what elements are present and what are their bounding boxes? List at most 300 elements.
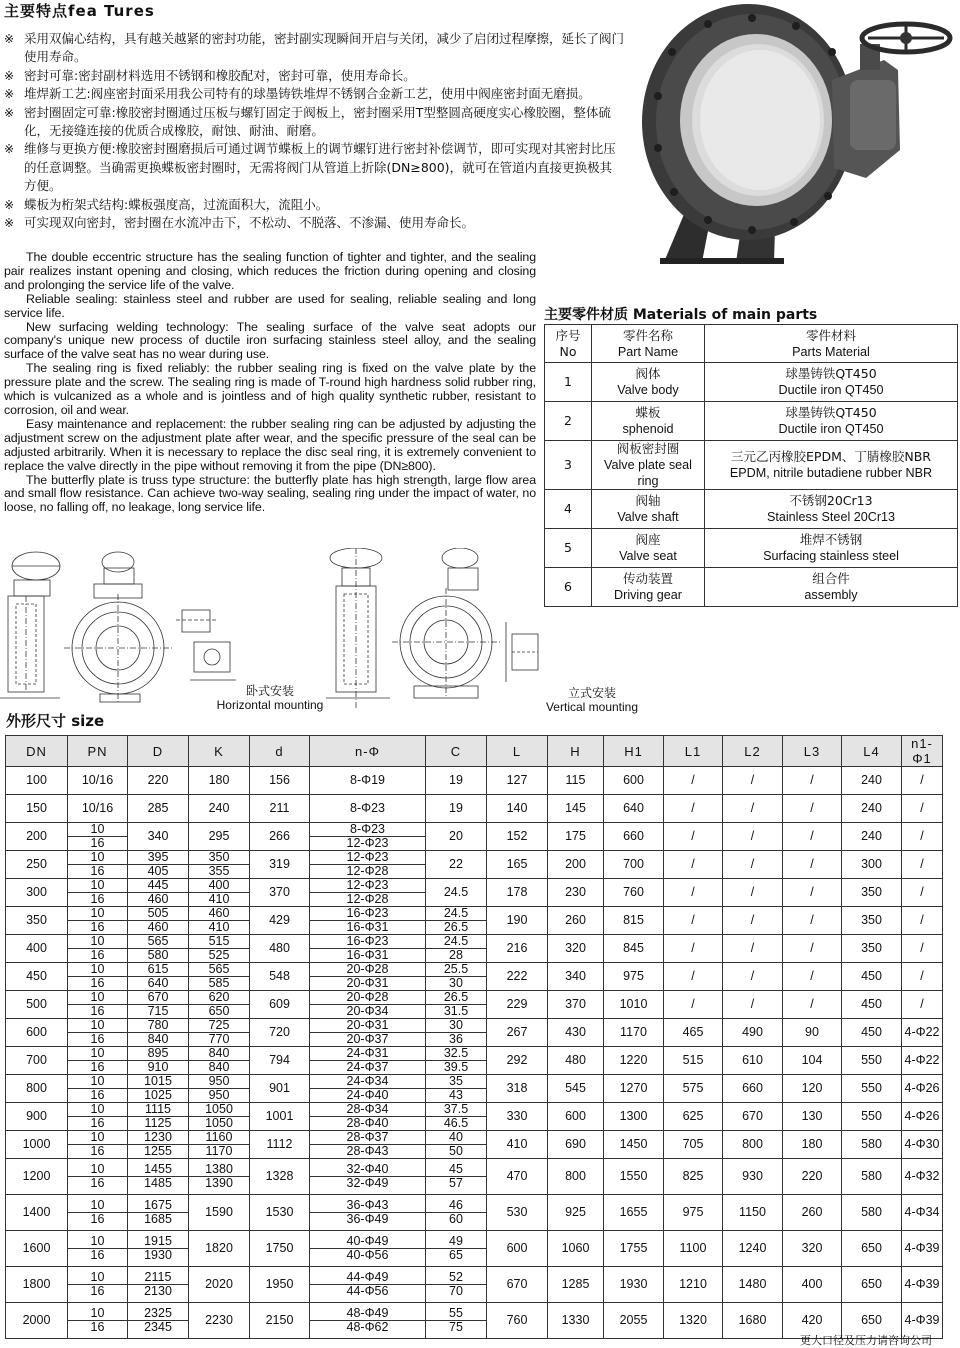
material-spec-cn: 球墨铸铁QT450	[785, 405, 877, 420]
size-subvalue: 55	[449, 1306, 463, 1320]
size-cell-d: 1112	[250, 1131, 310, 1159]
feature-cn-text: 堆焊新工艺:阀座密封面采用我公司特有的球墨铸铁堆焊不锈钢合金新工艺，使用中阀座密封面无磨损。	[24, 86, 591, 102]
size-cell-l1: 975	[664, 1195, 723, 1231]
size-cell-c	[426, 879, 487, 907]
material-spec	[705, 363, 958, 402]
size-cell-l3: 420	[783, 1303, 842, 1339]
material-spec	[705, 529, 958, 568]
feature-en-paragraph: Easy maintenance and replacement: the rubber sealing ring can be adjusted by adjusting the adjustment screw on the adjustment plate after wear, and the specific pressure of the seal can be adjusted arbitrarily. When it is necessary to replace the disc seal ring, it is extremely convenient to replace the valve directly in the pipe without removing it from the pipe (DN≥800).	[4, 416, 536, 473]
size-cell-d	[128, 1019, 189, 1047]
size-subvalue: 505	[147, 906, 169, 920]
size-subvalue: 40-Φ49	[346, 1234, 389, 1248]
size-cell-n1: 4-Φ26	[902, 1103, 943, 1131]
size-cell-d: 794	[250, 1047, 310, 1075]
size-cell-c	[426, 1075, 487, 1103]
size-subvalue: 1255	[128, 1144, 188, 1158]
size-subvalue: 350	[208, 850, 230, 864]
material-no: 5	[545, 529, 592, 568]
size-cell-l2: /	[723, 851, 783, 879]
size-subvalue: 28-Φ37	[346, 1130, 389, 1144]
size-cell-l1: /	[664, 823, 723, 851]
size-cell-n1: /	[902, 907, 943, 935]
size-cell-l4: 240	[842, 767, 902, 795]
size-cell-h: 115	[548, 767, 604, 795]
size-subvalue: 32-Φ49	[310, 1176, 425, 1190]
size-cell-l3: 180	[783, 1131, 842, 1159]
vertical-front-view	[392, 548, 500, 698]
size-cell-l4: 580	[842, 1195, 902, 1231]
vertical-detail	[506, 622, 538, 682]
size-subvalue: 26.5	[426, 920, 486, 934]
size-cell-l2: /	[723, 879, 783, 907]
header-part-en: Part Name	[617, 344, 679, 359]
size-cell-l4: 240	[842, 795, 902, 823]
size-row	[6, 991, 943, 1019]
feature-cn-item	[4, 30, 624, 67]
size-subvalue: 10	[90, 1130, 105, 1144]
size-cell-l3: /	[783, 991, 842, 1019]
size-subvalue: 20-Φ31	[346, 1018, 389, 1032]
size-subvalue: 840	[128, 1032, 188, 1046]
size-row	[6, 851, 943, 879]
size-cell-l4: 350	[842, 879, 902, 907]
size-subvalue: 31.5	[426, 1004, 486, 1018]
size-cell-k	[189, 1019, 250, 1047]
size-col-header: L4	[842, 736, 902, 767]
size-cell-n1: 4-Φ22	[902, 1019, 943, 1047]
size-subvalue: 615	[147, 962, 169, 976]
material-part-cn: 蝶板	[635, 405, 661, 420]
header-mat-en: Parts Material	[792, 344, 870, 359]
size-cell-h: 430	[548, 1019, 604, 1047]
features-en-text	[4, 251, 536, 515]
size-cell-h1: 1755	[604, 1231, 664, 1267]
size-cell-l: 190	[487, 907, 548, 935]
size-cell-dn: 250	[6, 851, 68, 879]
size-cell-dn: 2000	[6, 1303, 68, 1339]
horizontal-mounting-label	[200, 684, 340, 712]
size-subvalue: 1050	[189, 1116, 249, 1130]
size-subvalue: 445	[147, 878, 169, 892]
size-cell-h: 230	[548, 879, 604, 907]
size-cell-c	[426, 963, 487, 991]
size-subvalue: 43	[426, 1088, 486, 1102]
header-part-cn: 零件名称	[622, 327, 673, 343]
features-title: 主要特点fea Tures	[4, 2, 155, 20]
size-cell-l: 178	[487, 879, 548, 907]
size-subvalue: 16-Φ23	[346, 934, 389, 948]
size-cell-dn: 1600	[6, 1231, 68, 1267]
size-cell-h1: 1450	[604, 1131, 664, 1159]
size-cell-k	[189, 907, 250, 935]
size-cell-l4: 550	[842, 1103, 902, 1131]
material-no: 3	[545, 441, 592, 490]
feature-cn-item	[4, 196, 624, 214]
size-subvalue: 16	[68, 892, 127, 906]
size-subvalue: 840	[189, 1060, 249, 1074]
material-spec-en: EPDM, nitrile butadiene rubber NBR	[729, 466, 933, 480]
size-subvalue: 36	[426, 1032, 486, 1046]
size-subvalue: 12-Φ28	[310, 864, 425, 878]
size-subvalue: 1015	[144, 1074, 172, 1088]
size-subvalue: 2020	[205, 1277, 233, 1291]
size-cell-c	[426, 1231, 487, 1267]
size-cell-h: 340	[548, 963, 604, 991]
size-footnote: 更大口径及压力请咨询公司	[800, 1334, 932, 1347]
size-cell-n	[310, 1231, 426, 1267]
size-subvalue: 24.5	[443, 885, 469, 899]
size-cell-d	[128, 935, 189, 963]
size-cell-dn: 700	[6, 1047, 68, 1075]
size-col-header: L3	[783, 736, 842, 767]
size-cell-l4: 350	[842, 935, 902, 963]
size-subvalue: 1160	[205, 1130, 233, 1144]
size-cell-c	[426, 1047, 487, 1075]
size-cell-h1: 1170	[604, 1019, 664, 1047]
size-cell-d	[128, 879, 189, 907]
size-subvalue: 400	[208, 878, 230, 892]
size-subvalue: 715	[128, 1004, 188, 1018]
feature-cn-item	[4, 104, 624, 141]
size-cell-l1: /	[664, 795, 723, 823]
size-subvalue: 44-Φ56	[310, 1284, 425, 1298]
size-subvalue: 10	[90, 878, 105, 892]
materials-header-material	[705, 325, 958, 363]
size-cell-d	[128, 1267, 189, 1303]
size-subvalue: 8-Φ23	[350, 801, 385, 815]
header-no-cn: 序号	[555, 327, 581, 343]
materials-row	[545, 441, 958, 490]
size-row	[6, 1267, 943, 1303]
size-cell-c	[426, 935, 487, 963]
size-cell-l3: 220	[783, 1159, 842, 1195]
size-row	[6, 879, 943, 907]
size-subvalue: 725	[208, 1018, 230, 1032]
size-cell-k	[189, 935, 250, 963]
size-cell-k	[189, 1231, 250, 1267]
size-cell-h: 175	[548, 823, 604, 851]
size-cell-l1: /	[664, 963, 723, 991]
size-cell-l1: 465	[664, 1019, 723, 1047]
material-part-cn: 传动装置	[622, 571, 673, 586]
size-subvalue: 40-Φ56	[310, 1248, 425, 1262]
size-cell-pn	[68, 795, 128, 823]
horizontal-mounting-en: Horizontal mounting	[216, 698, 324, 712]
size-subvalue: 580	[128, 948, 188, 962]
size-cell-pn	[68, 991, 128, 1019]
size-cell-d: 1950	[250, 1267, 310, 1303]
size-cell-n	[310, 851, 426, 879]
size-cell-n	[310, 795, 426, 823]
size-cell-l3: /	[783, 851, 842, 879]
size-subvalue: 460	[128, 920, 188, 934]
size-cell-l4: 450	[842, 963, 902, 991]
size-cell-l3: /	[783, 767, 842, 795]
size-cell-l1: /	[664, 991, 723, 1019]
size-subvalue: 1820	[205, 1241, 233, 1255]
size-col-header: D	[128, 736, 189, 767]
size-subvalue: 840	[208, 1046, 230, 1060]
size-cell-pn	[68, 851, 128, 879]
size-cell-l2: /	[723, 795, 783, 823]
size-cell-h1: 1300	[604, 1103, 664, 1131]
material-spec-cn: 球墨铸铁QT450	[785, 366, 877, 381]
size-subvalue: 44-Φ49	[346, 1270, 389, 1284]
size-cell-n	[310, 963, 426, 991]
material-spec	[705, 441, 958, 490]
size-cell-l2: /	[723, 823, 783, 851]
size-cell-l3: 104	[783, 1047, 842, 1075]
size-row	[6, 1103, 943, 1131]
feature-cn-text: 密封可靠:密封副材料选用不锈钢和橡胶配对，密封可靠，使用寿命长。	[24, 67, 416, 83]
size-cell-k	[189, 851, 250, 879]
size-subvalue: 20-Φ37	[310, 1032, 425, 1046]
size-subvalue: 19	[449, 773, 463, 787]
size-row	[6, 1231, 943, 1267]
size-cell-n1: 4-Φ32	[902, 1159, 943, 1195]
size-subvalue: 395	[147, 850, 169, 864]
size-subvalue: 32-Φ40	[346, 1162, 389, 1176]
size-cell-l3: 120	[783, 1075, 842, 1103]
size-cell-l: 152	[487, 823, 548, 851]
size-cell-k	[189, 1267, 250, 1303]
size-subvalue: 16	[68, 1116, 127, 1130]
features-cn-list	[4, 30, 624, 232]
materials-table	[544, 324, 958, 607]
size-subvalue: 295	[208, 829, 230, 843]
materials-row	[545, 363, 958, 402]
material-spec-cn: 堆焊不锈钢	[799, 532, 863, 547]
size-subvalue: 16	[68, 1176, 127, 1190]
size-cell-l1: 625	[664, 1103, 723, 1131]
material-part	[592, 402, 705, 441]
size-cell-pn	[68, 1159, 128, 1195]
size-subvalue: 10	[90, 822, 105, 836]
size-cell-d	[128, 963, 189, 991]
size-cell-dn: 1400	[6, 1195, 68, 1231]
size-cell-dn: 500	[6, 991, 68, 1019]
material-no: 4	[545, 490, 592, 529]
size-subvalue: 515	[208, 934, 230, 948]
size-subvalue: 70	[426, 1284, 486, 1298]
size-cell-l: 530	[487, 1195, 548, 1231]
size-subvalue: 460	[208, 906, 230, 920]
size-cell-n	[310, 991, 426, 1019]
size-cell-d: 370	[250, 879, 310, 907]
size-cell-d: 2150	[250, 1303, 310, 1339]
size-subvalue: 16	[68, 864, 127, 878]
size-cell-l1: /	[664, 879, 723, 907]
size-cell-n	[310, 907, 426, 935]
size-subvalue: 585	[189, 976, 249, 990]
material-no: 2	[545, 402, 592, 441]
size-cell-dn: 400	[6, 935, 68, 963]
size-cell-pn	[68, 823, 128, 851]
size-cell-d: 1750	[250, 1231, 310, 1267]
size-cell-d: 156	[250, 767, 310, 795]
size-subvalue: 10	[90, 1198, 105, 1212]
material-spec-en: Ductile iron QT450	[778, 422, 884, 436]
vertical-mounting-en: Vertical mounting	[545, 700, 639, 714]
size-cell-h: 545	[548, 1075, 604, 1103]
size-cell-l3: 90	[783, 1019, 842, 1047]
materials-row	[545, 568, 958, 607]
size-cell-h1: 1010	[604, 991, 664, 1019]
size-col-header: L	[487, 736, 548, 767]
size-row	[6, 767, 943, 795]
size-cell-n1: 4-Φ34	[902, 1195, 943, 1231]
size-cell-l1: /	[664, 851, 723, 879]
size-subvalue: 340	[147, 829, 169, 843]
size-subvalue: 220	[147, 773, 169, 787]
vertical-mounting-label	[532, 686, 652, 714]
size-col-header: d	[250, 736, 310, 767]
size-cell-l: 229	[487, 991, 548, 1019]
size-cell-h: 480	[548, 1047, 604, 1075]
size-cell-h: 925	[548, 1195, 604, 1231]
size-cell-n	[310, 767, 426, 795]
material-spec-en: Ductile iron QT450	[778, 383, 884, 397]
size-subvalue: 950	[189, 1088, 249, 1102]
feature-cn-text: 密封圈固定可靠:橡胶密封圈通过压板与螺钉固定于阀板上，密封圈采用T型整圆高硬度实心橡胶圈，整体硫化，无接缝连接的优质合成橡胶，耐蚀、耐油、耐磨。	[24, 104, 611, 139]
size-subvalue: 46.5	[426, 1116, 486, 1130]
material-part	[592, 441, 705, 490]
size-cell-l3: /	[783, 823, 842, 851]
size-subvalue: 620	[208, 990, 230, 1004]
size-cell-l1: /	[664, 935, 723, 963]
size-cell-n1: 4-Φ39	[902, 1303, 943, 1339]
feature-marker: ※	[4, 68, 15, 83]
size-subvalue: 24.5	[443, 934, 469, 948]
feature-cn-item	[4, 140, 624, 195]
size-cell-dn: 1000	[6, 1131, 68, 1159]
size-cell-d	[128, 795, 189, 823]
size-cell-n1: 4-Φ39	[902, 1267, 943, 1303]
size-subvalue: 20-Φ28	[346, 990, 389, 1004]
size-subvalue: 8-Φ23	[350, 822, 385, 836]
size-subvalue: 1125	[128, 1116, 188, 1130]
size-cell-l1: 705	[664, 1131, 723, 1159]
horizontal-side-view	[0, 552, 60, 698]
size-subvalue: 10	[90, 990, 105, 1004]
size-cell-h1: 1220	[604, 1047, 664, 1075]
size-cell-n	[310, 935, 426, 963]
feature-marker: ※	[4, 216, 15, 231]
feature-marker: ※	[4, 197, 15, 212]
material-part-cn: 阀轴	[635, 493, 661, 508]
size-cell-n1: /	[902, 823, 943, 851]
size-cell-dn: 1800	[6, 1267, 68, 1303]
size-cell-l2: /	[723, 907, 783, 935]
size-subvalue: 525	[189, 948, 249, 962]
size-cell-n1: /	[902, 851, 943, 879]
size-subvalue: 16	[68, 1060, 127, 1074]
size-row	[6, 1075, 943, 1103]
material-part-en: Valve plate seal ring	[604, 458, 692, 488]
valve-photo	[636, 0, 958, 272]
size-cell-l4: 550	[842, 1075, 902, 1103]
size-cell-n	[310, 1047, 426, 1075]
size-subvalue: 16-Φ31	[310, 920, 425, 934]
size-row	[6, 1195, 943, 1231]
size-subvalue: 1485	[128, 1176, 188, 1190]
size-cell-k	[189, 1195, 250, 1231]
size-cell-d	[128, 991, 189, 1019]
size-subvalue: 8-Φ19	[350, 773, 385, 787]
size-cell-l4: 450	[842, 1019, 902, 1047]
size-cell-l4: 580	[842, 1131, 902, 1159]
size-cell-l4: 580	[842, 1159, 902, 1195]
size-subvalue: 16	[68, 1320, 127, 1334]
size-cell-pn	[68, 1231, 128, 1267]
size-cell-h1: 1550	[604, 1159, 664, 1195]
size-subvalue: 10	[90, 934, 105, 948]
size-cell-l: 470	[487, 1159, 548, 1195]
material-spec-cn: 三元乙丙橡胶EPDM、丁腈橡胶NBR	[731, 449, 931, 464]
size-subvalue: 12-Φ23	[346, 878, 389, 892]
size-subvalue: 1230	[144, 1130, 172, 1144]
size-cell-n1: /	[902, 935, 943, 963]
size-subvalue: 16	[68, 948, 127, 962]
size-subvalue: 65	[426, 1248, 486, 1262]
size-cell-n1: /	[902, 991, 943, 1019]
size-subvalue: 10/16	[81, 773, 114, 787]
size-row	[6, 795, 943, 823]
size-cell-dn: 900	[6, 1103, 68, 1131]
material-no: 6	[545, 568, 592, 607]
size-cell-k	[189, 823, 250, 851]
size-subvalue: 2115	[144, 1270, 172, 1284]
size-cell-c	[426, 1195, 487, 1231]
material-part	[592, 363, 705, 402]
size-cell-h1: 2055	[604, 1303, 664, 1339]
size-subvalue: 180	[208, 773, 230, 787]
size-subvalue: 16	[68, 1212, 127, 1226]
feature-cn-text: 蝶板为桁架式结构:蝶板强度高，过流面积大，流阻小。	[24, 196, 329, 212]
size-cell-l: 267	[487, 1019, 548, 1047]
size-subvalue: 46	[449, 1198, 463, 1212]
size-title: 外形尺寸 size	[6, 712, 105, 730]
size-subvalue: 16	[68, 836, 127, 850]
size-cell-h: 600	[548, 1103, 604, 1131]
size-cell-l1: 1210	[664, 1267, 723, 1303]
size-cell-pn	[68, 907, 128, 935]
size-row	[6, 1131, 943, 1159]
size-cell-l4: 650	[842, 1303, 902, 1339]
materials-row	[545, 529, 958, 568]
feature-marker: ※	[4, 87, 15, 102]
size-cell-d: 1328	[250, 1159, 310, 1195]
feature-en-paragraph: The double eccentric structure has the sealing function of tighter and tighter, and the sealing pair realizes instant opening and closing, which reduces the friction during opening and closing and prolonging the service life of the valve.	[4, 250, 536, 292]
size-cell-dn: 450	[6, 963, 68, 991]
size-cell-h: 145	[548, 795, 604, 823]
size-cell-l2: /	[723, 767, 783, 795]
size-cell-k	[189, 795, 250, 823]
size-subvalue: 670	[147, 990, 169, 1004]
size-cell-pn	[68, 1103, 128, 1131]
size-cell-pn	[68, 1267, 128, 1303]
materials-row	[545, 402, 958, 441]
size-cell-l3: 260	[783, 1195, 842, 1231]
size-subvalue: 16	[68, 1248, 127, 1262]
size-cell-c	[426, 1267, 487, 1303]
size-cell-d: 319	[250, 851, 310, 879]
material-part-en: sphenoid	[622, 422, 674, 436]
size-subvalue: 1170	[189, 1144, 249, 1158]
size-subvalue: 10	[90, 1018, 105, 1032]
size-subvalue: 48-Φ62	[310, 1320, 425, 1334]
size-cell-l: 330	[487, 1103, 548, 1131]
